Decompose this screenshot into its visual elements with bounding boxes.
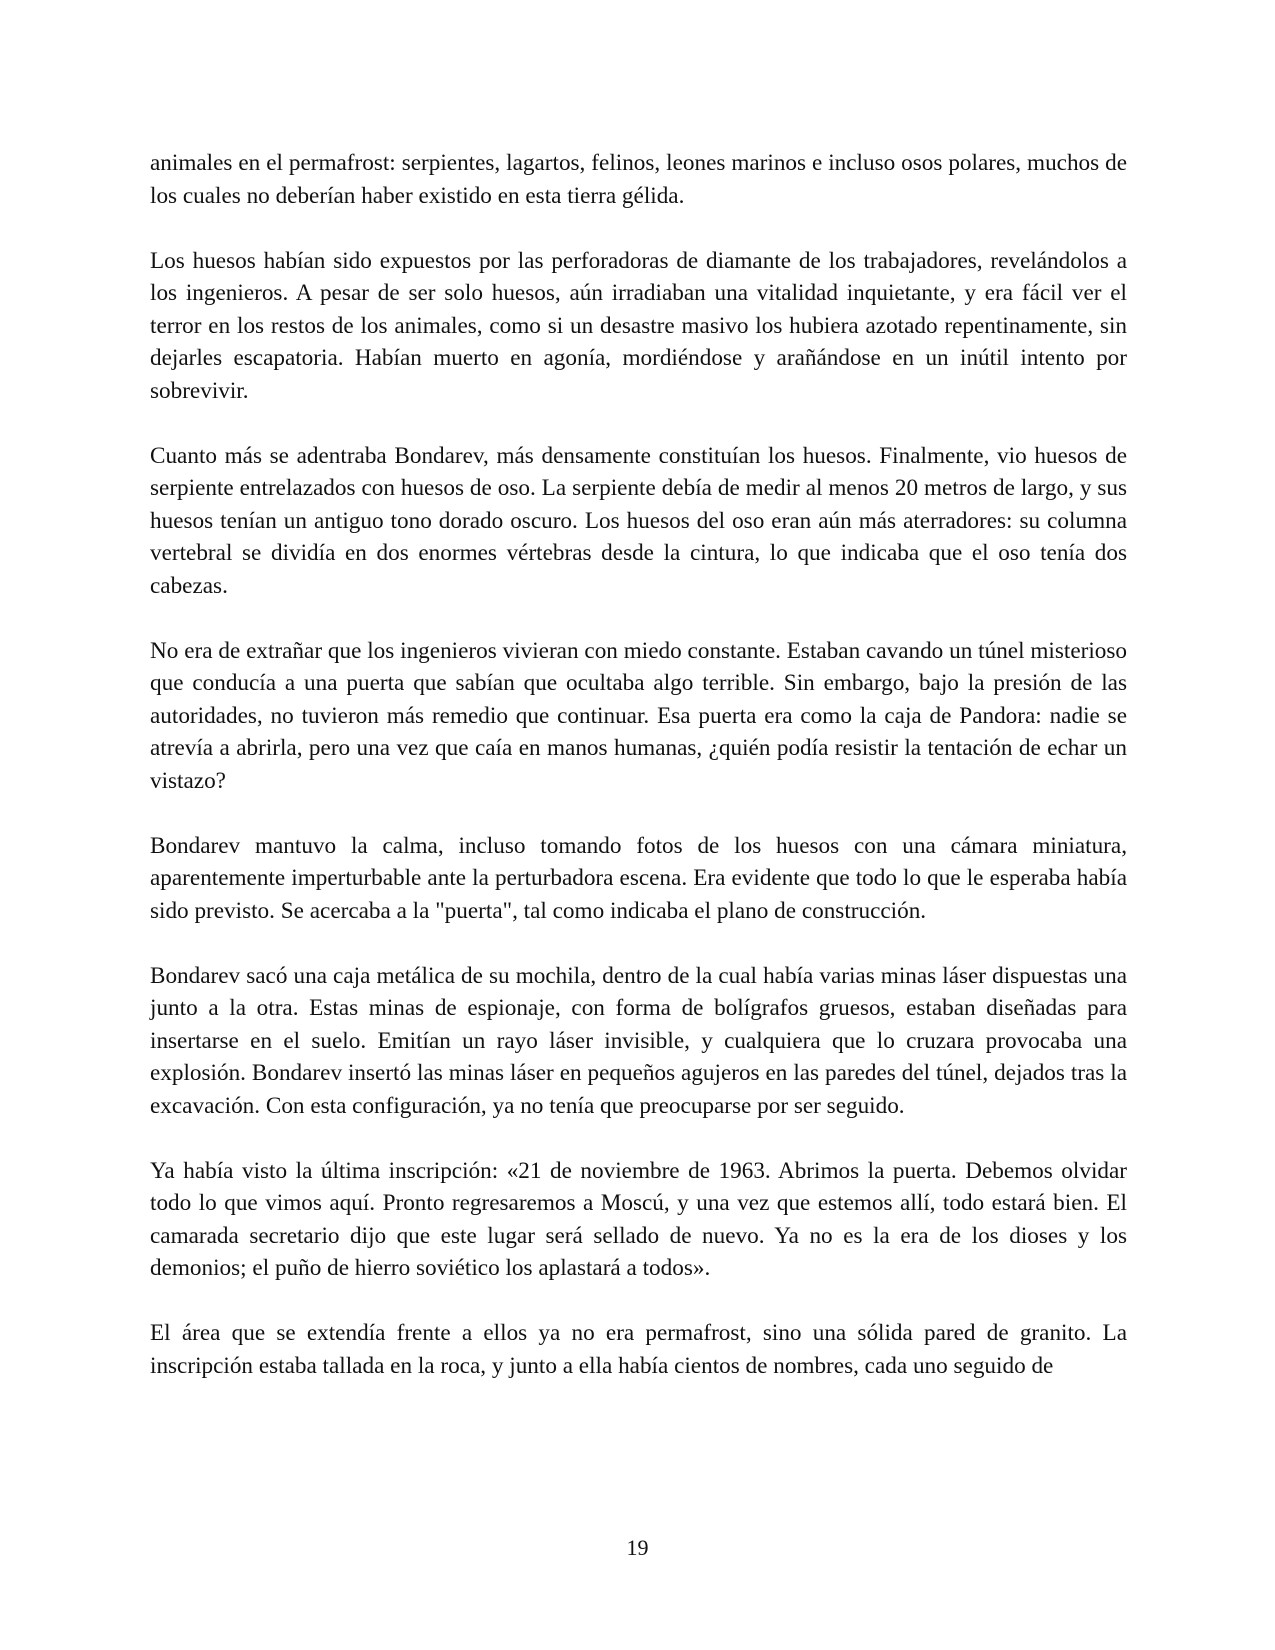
- paragraph: Bondarev mantuvo la calma, incluso tomando fotos de los huesos con una cámara miniatura, aparentemente imperturbable ante la perturbadora escena. Era evidente que todo lo que le esperaba había sido previsto. Se acercaba a la "puerta", tal como indicaba el plano de construcción.: [150, 832, 1127, 924]
- paragraph: Ya había visto la última inscripción: «21 de noviembre de 1963. Abrimos la puerta. Debemos olvidar todo lo que vimos aquí. Pronto regresaremos a Moscú, y una vez que estemos allí, todo estará bien. El camarada secretario dijo que este lugar será sellado de nuevo. Ya no es la era de los dioses y los demonios; el puño de hierro soviético los aplastará a todos».: [150, 1157, 1127, 1281]
- paragraph: El área que se extendía frente a ellos ya no era permafrost, sino una sólida pared de granito. La inscripción estaba tallada en la roca, y junto a ella había cientos de nombres, cada uno seguido de: [150, 1320, 1127, 1379]
- paragraph: animales en el permafrost: serpientes, lagartos, felinos, leones marinos e incluso osos polares, muchos de los cuales no deberían haber existido en esta tierra gélida.: [150, 150, 1127, 209]
- page-number: 19: [626, 1535, 649, 1560]
- paragraph: Los huesos habían sido expuestos por las perforadoras de diamante de los trabajadores, revelándolos a los ingenieros. A pesar de ser solo huesos, aún irradiaban una vitalidad inquietante, y era fácil ver el terror en los restos de los animales, como si un desastre masivo los hubiera azotado repentinamente, sin dejarles escapatoria. Habían muerto en agonía, mordiéndose y arañándose en un inútil intento por sobrevivir.: [150, 247, 1127, 404]
- body-text: [150, 147, 1127, 1415]
- paragraph: No era de extrañar que los ingenieros vivieran con miedo constante. Estaban cavando un túnel misterioso que conducía a una puerta que sabían que ocultaba algo terrible. Sin embargo, bajo la presión de las autoridades, no tuvieron más remedio que continuar. Esa puerta era como la caja de Pandora: nadie se atrevía a abrirla, pero una vez que caía en manos humanas, ¿quién podía resistir la tentación de echar un vistazo?: [150, 637, 1127, 794]
- paragraph: Bondarev sacó una caja metálica de su mochila, dentro de la cual había varias minas láser dispuestas una junto a la otra. Estas minas de espionaje, con forma de bolígrafos gruesos, estaban diseñadas para insertarse en el suelo. Emitían un rayo láser invisible, y cualquiera que lo cruzara provocaba una explosión. Bondarev insertó las minas láser en pequeños agujeros en las paredes del túnel, dejados tras la excavación. Con esta configuración, ya no tenía que preocuparse por ser seguido.: [150, 962, 1127, 1119]
- paragraph: Cuanto más se adentraba Bondarev, más densamente constituían los huesos. Finalmente, vio huesos de serpiente entrelazados con huesos de oso. La serpiente debía de medir al menos 20 metros de largo, y sus huesos tenían un antiguo tono dorado oscuro. Los huesos del oso eran aún más aterradores: su columna vertebral se dividía en dos enormes vértebras desde la cintura, lo que indicaba que el oso tenía dos cabezas.: [150, 442, 1127, 599]
